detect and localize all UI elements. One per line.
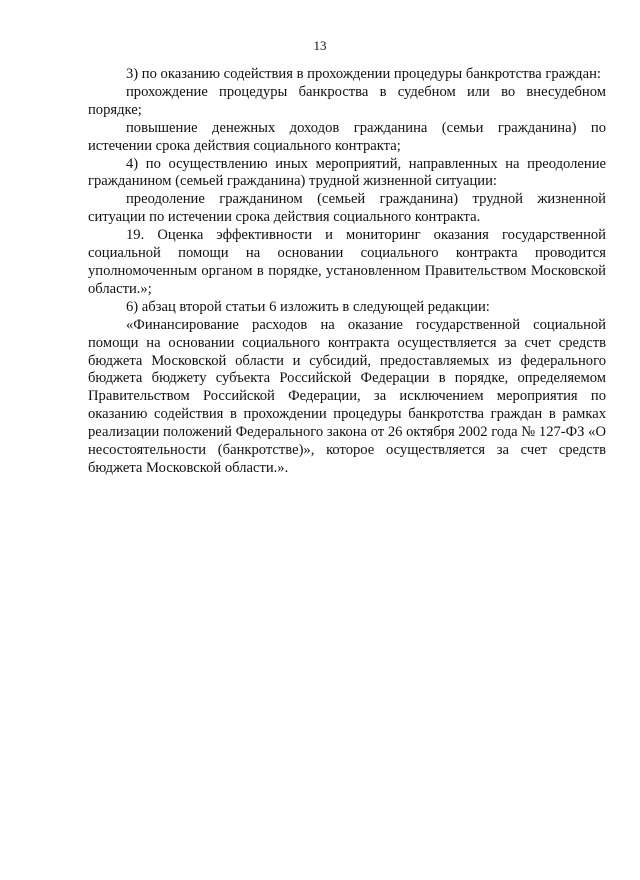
paragraph-item-4: 4) по осуществлению иных мероприятий, направленных на преодоление гражданином (семьей гражданина) трудной жизненной ситуации: xyxy=(88,155,606,190)
paragraph-item-b: 6) абзац второй статьи 6 изложить в следующей редакции: xyxy=(126,298,490,315)
paragraph-bankruptcy-procedure: прохождение процедуры банкроства в судебном или во внесудебном порядке; xyxy=(88,83,606,118)
paragraph-item-3: 3) по оказанию содействия в прохождении процедуры банкротства граждан: xyxy=(126,66,601,82)
paragraph-financing: «Финансирование расходов на оказание государственной социальной помощи на основании социального контракта осуществляется за счет средств бюджета Московской области и субсидий, предоставляемых из федерального бюджета бюджету субъекта Российской Федерации в порядке, определяемом Правительством Российской Федерации, за исключением мероприятия по оказанию содействия в прохождении процедуры банкротства граждан в рамках реализации положений Федерального закона от 26 октября 2002 года № 127-ФЗ «О несостоятельности (банкротстве)», которое осуществляется за счет средств бюджета Московской области.». xyxy=(88,316,606,476)
paragraph-overcoming-situation: преодоление гражданином (семьей гражданина) трудной жизненной ситуации по истечении срока действия социального контракта. xyxy=(88,191,606,226)
page-number: 13 xyxy=(313,38,327,53)
paragraph-income-increase: повышение денежных доходов гражданина (семьи гражданина) по истечении срока действия социального контракта; xyxy=(88,119,606,154)
paragraph-clause-19: 19. Оценка эффективности и мониторинг оказания государственной социальной помощи на основании социального контракта проводится уполномоченным органом в порядке, установленном Правительством Московской области.»; xyxy=(88,227,606,297)
document-body xyxy=(88,66,606,478)
